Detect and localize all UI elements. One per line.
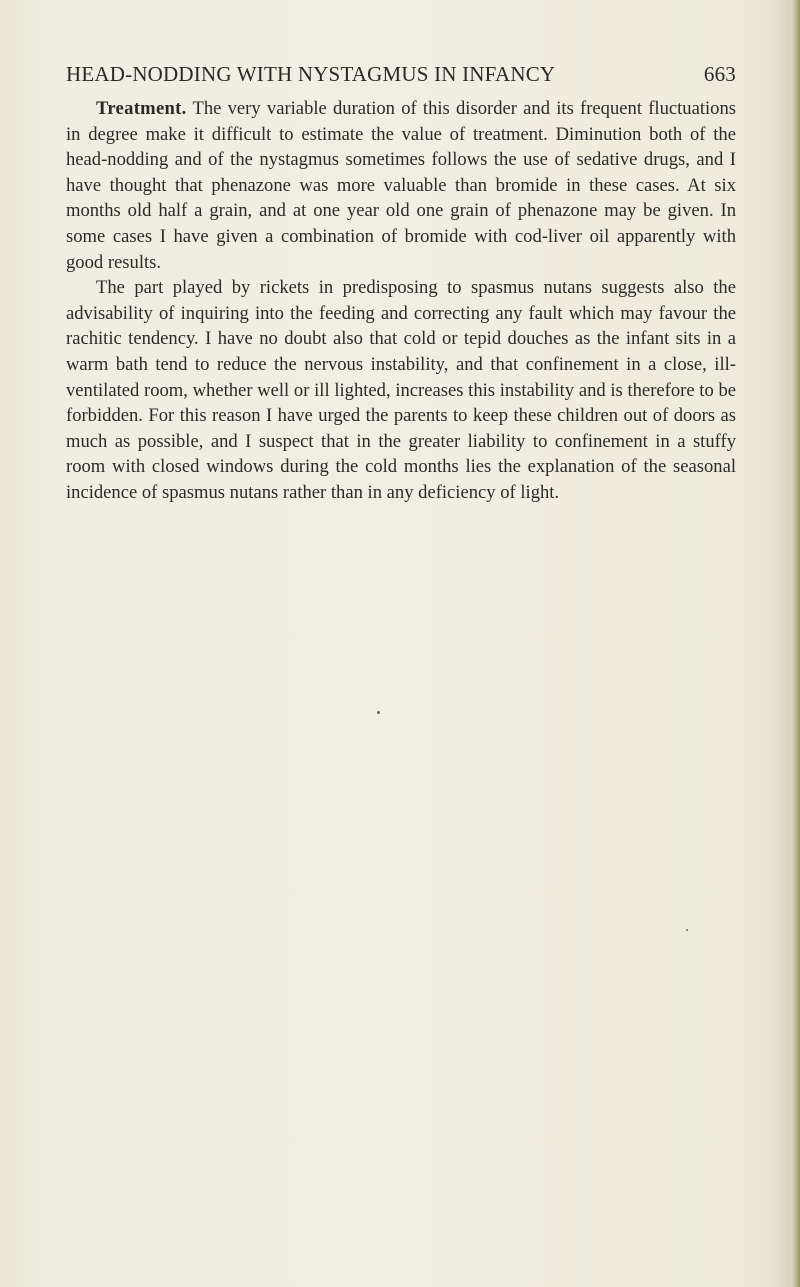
paragraph-rickets: The part played by rickets in predisposing to spasmus nutans suggests also the advisability of inquiring into the feeding and correcting any fault which may favour the rachitic tendency. I have no doubt also that cold or tepid douches as the infant sits in a warm bath tend to reduce the nervous instability, and that confinement in a close, ill-ventilated room, whether well or ill lighted, increases this instability and is therefore to be forbidden. For this reason I have urged the parents to keep these children out of doors as much as possible, and I suspect that in the greater liability to confinement in a stuffy room with closed windows during the cold months lies the explanation of the seasonal incidence of spasmus nutans rather than in any deficiency of light. xyxy=(66,277,736,503)
paragraph-treatment xyxy=(66,96,736,275)
body-text xyxy=(66,96,736,506)
running-header xyxy=(66,62,736,92)
page-edge-shadow xyxy=(786,0,800,1287)
running-title: HEAD-NODDING WITH NYSTAGMUS IN INFANCY xyxy=(66,62,556,86)
paragraph-text: The very variable duration of this disorder and its frequent fluctuations in degree make it difficult to estimate the value of treatment. Diminution both of the head-nodding and of the nystagmus sometimes follows the use of sedative drugs, and I have thought that phenazone was more valuable than bromide in these cases. At six months old half a grain, and at one year old one grain of phenazone may be given. In some cases I have given a combination of bromide with cod-liver oil apparently with good results. xyxy=(66,98,736,273)
paper-speck xyxy=(686,929,688,931)
paper-speck xyxy=(377,711,380,714)
paragraph-lead-heading: Treatment. xyxy=(96,98,187,119)
page-number: 663 xyxy=(703,62,736,86)
